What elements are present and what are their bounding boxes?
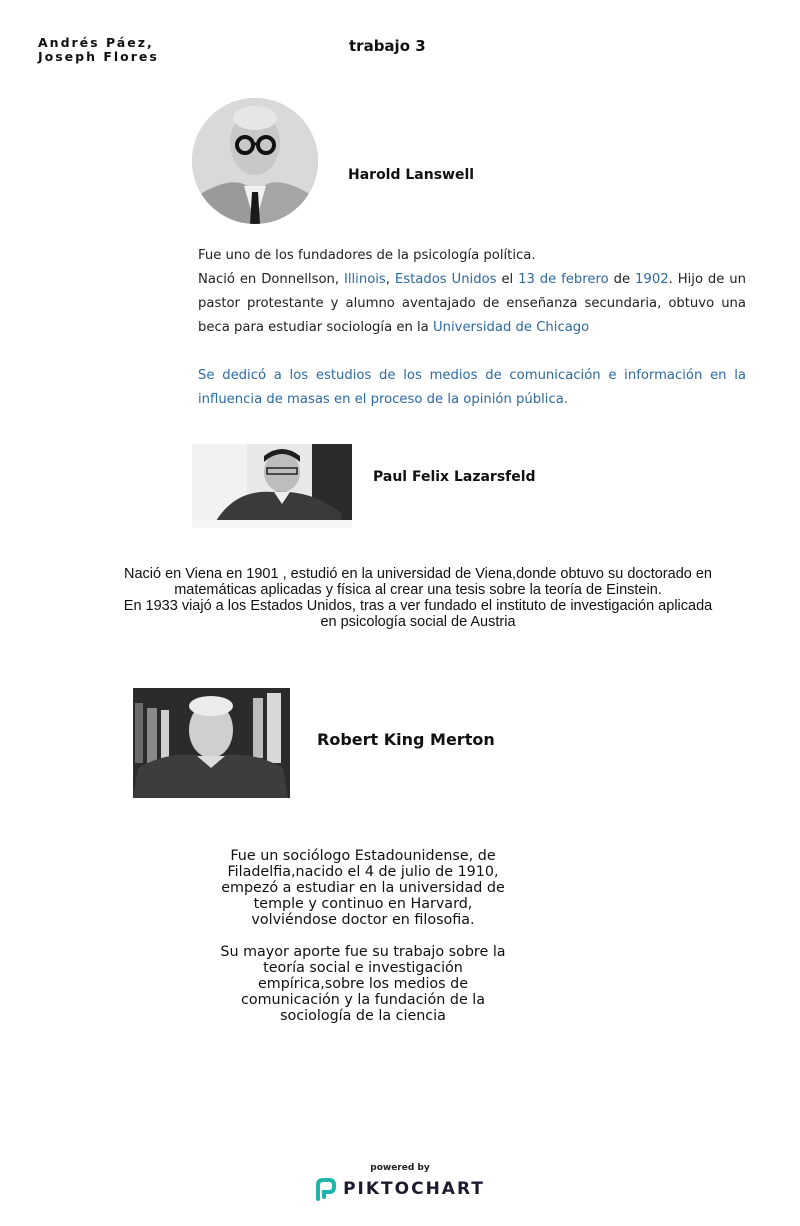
bio-line: Filadelfia,nacido el 4 de julio de 1910, xyxy=(227,864,499,880)
bio-line: Su mayor aporte fue su trabajo sobre la xyxy=(220,944,506,960)
harold-bio xyxy=(198,244,746,340)
link-estados-unidos[interactable]: Estados Unidos xyxy=(394,272,497,287)
powered-by-label: powered by xyxy=(370,1163,430,1173)
bio-line: teoría social e investigación xyxy=(263,960,463,976)
bio-line: empezó a estudiar en la universidad de xyxy=(221,880,505,896)
robert-bio-para-2 xyxy=(200,944,526,1024)
text-fragment: de xyxy=(608,272,636,287)
piktochart-wordmark: PIKTOCHART xyxy=(343,1179,485,1199)
text-fragment: Nació en Donnellson, xyxy=(198,272,344,287)
harold-lanswell-photo xyxy=(192,98,318,224)
text-fragment: el xyxy=(496,272,519,287)
bio-line: temple y continuo en Harvard, xyxy=(253,896,473,912)
link-universidad-de-chicago[interactable]: Universidad de Chicago xyxy=(432,320,590,335)
harold-highlight: Se dedicó a los estudios de los medios de comunicación e información en la influencia de masas en el proceso de la opinión pública. xyxy=(198,368,746,407)
bio-line: Fue un sociólogo Estadounidense, de xyxy=(230,848,496,864)
piktochart-footer[interactable] xyxy=(300,1163,500,1201)
paul-bio-line-4: en psicología social de Austria xyxy=(320,614,516,630)
person-name-harold-lanswell: Harold Lanswell xyxy=(348,167,475,183)
text-fragment: . Hijo de un pastor protestante y alumno aventajado de enseñanza secundaria, obtuvo una beca para estudiar sociología en la xyxy=(198,272,746,335)
harold-birth-text xyxy=(198,268,746,340)
paul-bio-line-2: matemáticas aplicadas y física al crear una tesis sobre la teoría de Einstein. xyxy=(174,582,662,598)
bio-line: comunicación y la fundación de la xyxy=(240,992,486,1008)
portrait-photo-icon xyxy=(133,688,290,798)
paul-lazarsfeld-photo xyxy=(192,444,352,528)
paul-bio-line-1: Nació en Viena en 1901 , estudió en la universidad de Viena,donde obtuvo su doctorado en xyxy=(124,566,712,582)
person-name-paul-lazarsfeld: Paul Felix Lazarsfeld xyxy=(373,469,536,485)
bio-line: volviéndose doctor en filosofia. xyxy=(251,912,475,928)
link-illinois[interactable]: Illinois xyxy=(343,272,386,287)
authors xyxy=(38,36,159,64)
portrait-photo-icon xyxy=(192,444,352,528)
link-13-de-febrero[interactable]: 13 de febrero xyxy=(518,272,609,287)
harold-intro: Fue uno de los fundadores de la psicología política. xyxy=(198,248,536,263)
page-title: trabajo 3 xyxy=(349,37,426,55)
robert-bio-para-1 xyxy=(200,848,526,928)
author-line-2: Joseph Flores xyxy=(38,49,159,64)
robert-merton-photo xyxy=(133,688,290,798)
bio-line: empírica,sobre los medios de xyxy=(257,976,469,992)
portrait-photo-icon xyxy=(192,98,318,224)
piktochart-brand[interactable] xyxy=(300,1177,500,1201)
paul-bio-line-3: En 1933 viajó a los Estados Unidos, tras a ver fundado el instituto de investigación aplicada xyxy=(123,598,713,614)
paul-bio xyxy=(100,566,736,630)
piktochart-logo-icon xyxy=(315,1177,337,1201)
robert-bio xyxy=(200,848,526,1024)
person-name-robert-merton: Robert King Merton xyxy=(317,730,495,749)
text-fragment: , xyxy=(385,272,395,287)
paragraph-gap xyxy=(200,928,526,944)
link-1902[interactable]: 1902 xyxy=(635,272,669,287)
bio-line: sociología de la ciencia xyxy=(280,1008,446,1024)
author-line-1: Andrés Páez, xyxy=(38,35,154,50)
